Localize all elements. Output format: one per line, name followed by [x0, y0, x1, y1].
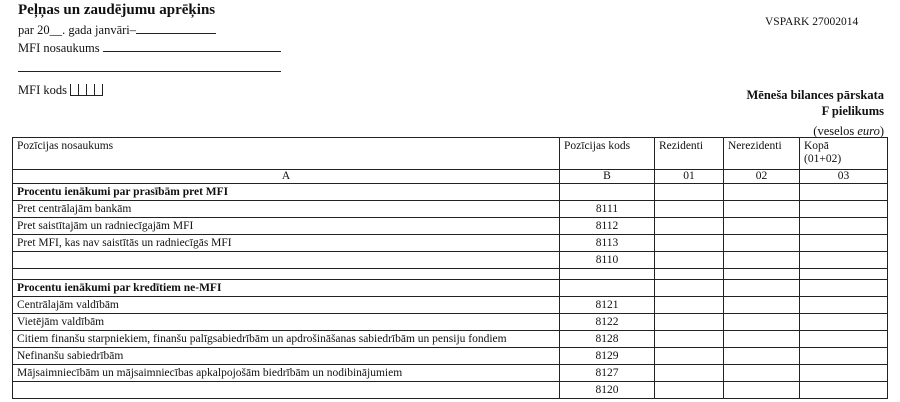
col-header-code: Pozīcijas kods [560, 138, 655, 170]
cell-total[interactable] [800, 331, 888, 348]
row-name [13, 382, 560, 399]
cell-nonresidents[interactable] [724, 201, 800, 218]
cell-residents[interactable] [655, 382, 724, 399]
cell-nonresidents[interactable] [724, 252, 800, 269]
cell-nonresidents[interactable] [724, 297, 800, 314]
cell-nonresidents[interactable] [724, 365, 800, 382]
row-code: 8112 [560, 218, 655, 235]
cell-total[interactable] [800, 348, 888, 365]
column-label-row [13, 170, 888, 184]
cell-residents[interactable] [655, 201, 724, 218]
row-code: 8110 [560, 252, 655, 269]
cell-residents[interactable] [655, 235, 724, 252]
col-label-02: 02 [724, 170, 800, 184]
cell-residents[interactable] [655, 297, 724, 314]
row-code: 8127 [560, 365, 655, 382]
cell-total[interactable] [800, 297, 888, 314]
table-row [13, 314, 888, 331]
table-row [13, 235, 888, 252]
mfi-name-field-line2[interactable] [18, 71, 281, 72]
section-heading-row [13, 280, 888, 297]
row-name: Vietējām valdībām [13, 314, 560, 331]
row-name: Mājsaimniecībām un mājsaimniecības apkalpojošām biedrībām un nodibinājumiem [13, 365, 560, 382]
row-name: Centrālajām valdībām [13, 297, 560, 314]
row-name: Pret MFI, kas nav saistītās un radniecīgās MFI [13, 235, 560, 252]
report-table [12, 137, 888, 399]
cell-residents[interactable] [655, 331, 724, 348]
row-code: 8122 [560, 314, 655, 331]
col-label-a: A [13, 170, 560, 184]
cell-total[interactable] [800, 314, 888, 331]
col-header-residents: Rezidenti [655, 138, 724, 170]
report-title-line1: Mēneša bilances pārskata [746, 88, 884, 102]
table-row-subtotal [13, 252, 888, 269]
col-label-b: B [560, 170, 655, 184]
cell-total[interactable] [800, 235, 888, 252]
units-note: (veselos euro) [813, 124, 884, 138]
mfi-name-field[interactable] [103, 40, 281, 52]
form-code: VSPARK 27002014 [765, 16, 859, 28]
period-blank[interactable] [136, 22, 216, 34]
row-code: 8129 [560, 348, 655, 365]
row-name: Pret centrālajām bankām [13, 201, 560, 218]
cell-total[interactable] [800, 218, 888, 235]
row-code: 8120 [560, 382, 655, 399]
mfi-code-boxes[interactable] [70, 84, 103, 100]
cell-residents[interactable] [655, 218, 724, 235]
row-code: 8113 [560, 235, 655, 252]
row-name: Pret saistītajām un radniecīgajām MFI [13, 218, 560, 235]
currency: euro [857, 124, 880, 138]
mfi-name-line [18, 40, 281, 56]
row-code: 8111 [560, 201, 655, 218]
period-label: par 20__. gada janvāri– [18, 23, 137, 37]
spacer-row [13, 269, 888, 280]
cell-total[interactable] [800, 201, 888, 218]
table-row-subtotal [13, 382, 888, 399]
cell-residents[interactable] [655, 314, 724, 331]
cell-total[interactable] [800, 252, 888, 269]
mfi-code-line [18, 83, 103, 100]
col-header-name: Pozīcijas nosaukums [13, 138, 560, 170]
table-row [13, 331, 888, 348]
cell-total[interactable] [800, 382, 888, 399]
row-code: 8128 [560, 331, 655, 348]
col-label-01: 01 [655, 170, 724, 184]
cell-nonresidents[interactable] [724, 331, 800, 348]
section2-heading: Procentu ienākumi par kredītiem ne-MFI [13, 280, 560, 297]
cell-nonresidents[interactable] [724, 382, 800, 399]
col-label-03: 03 [800, 170, 888, 184]
col-header-nonresidents: Nerezidenti [724, 138, 800, 170]
row-name: Citiem finanšu starpniekiem, finanšu palīgsabiedrībām un apdrošināšanas sabiedrībām un pensiju fondiem [13, 331, 560, 348]
report-title-line2: F pielikums [821, 104, 884, 118]
table-row [13, 201, 888, 218]
table-header-row [13, 138, 888, 170]
table-row [13, 348, 888, 365]
table-row [13, 218, 888, 235]
mfi-code-label: MFI kods [18, 83, 67, 97]
mfi-name-label: MFI nosaukums [18, 41, 100, 55]
cell-nonresidents[interactable] [724, 348, 800, 365]
table-row [13, 297, 888, 314]
cell-nonresidents[interactable] [724, 235, 800, 252]
cell-total[interactable] [800, 365, 888, 382]
cell-residents[interactable] [655, 365, 724, 382]
cell-nonresidents[interactable] [724, 314, 800, 331]
row-name [13, 252, 560, 269]
period-line [18, 22, 216, 38]
table-row [13, 365, 888, 382]
col-header-total: Kopā (01+02) [800, 138, 888, 170]
section-heading-row [13, 184, 888, 201]
cell-nonresidents[interactable] [724, 218, 800, 235]
cell-residents[interactable] [655, 252, 724, 269]
section1-heading: Procentu ienākumi par prasībām pret MFI [13, 184, 560, 201]
row-code: 8121 [560, 297, 655, 314]
cell-residents[interactable] [655, 348, 724, 365]
page-title: Peļņas un zaudējumu aprēķins [18, 2, 216, 18]
row-name: Nefinanšu sabiedrībām [13, 348, 560, 365]
